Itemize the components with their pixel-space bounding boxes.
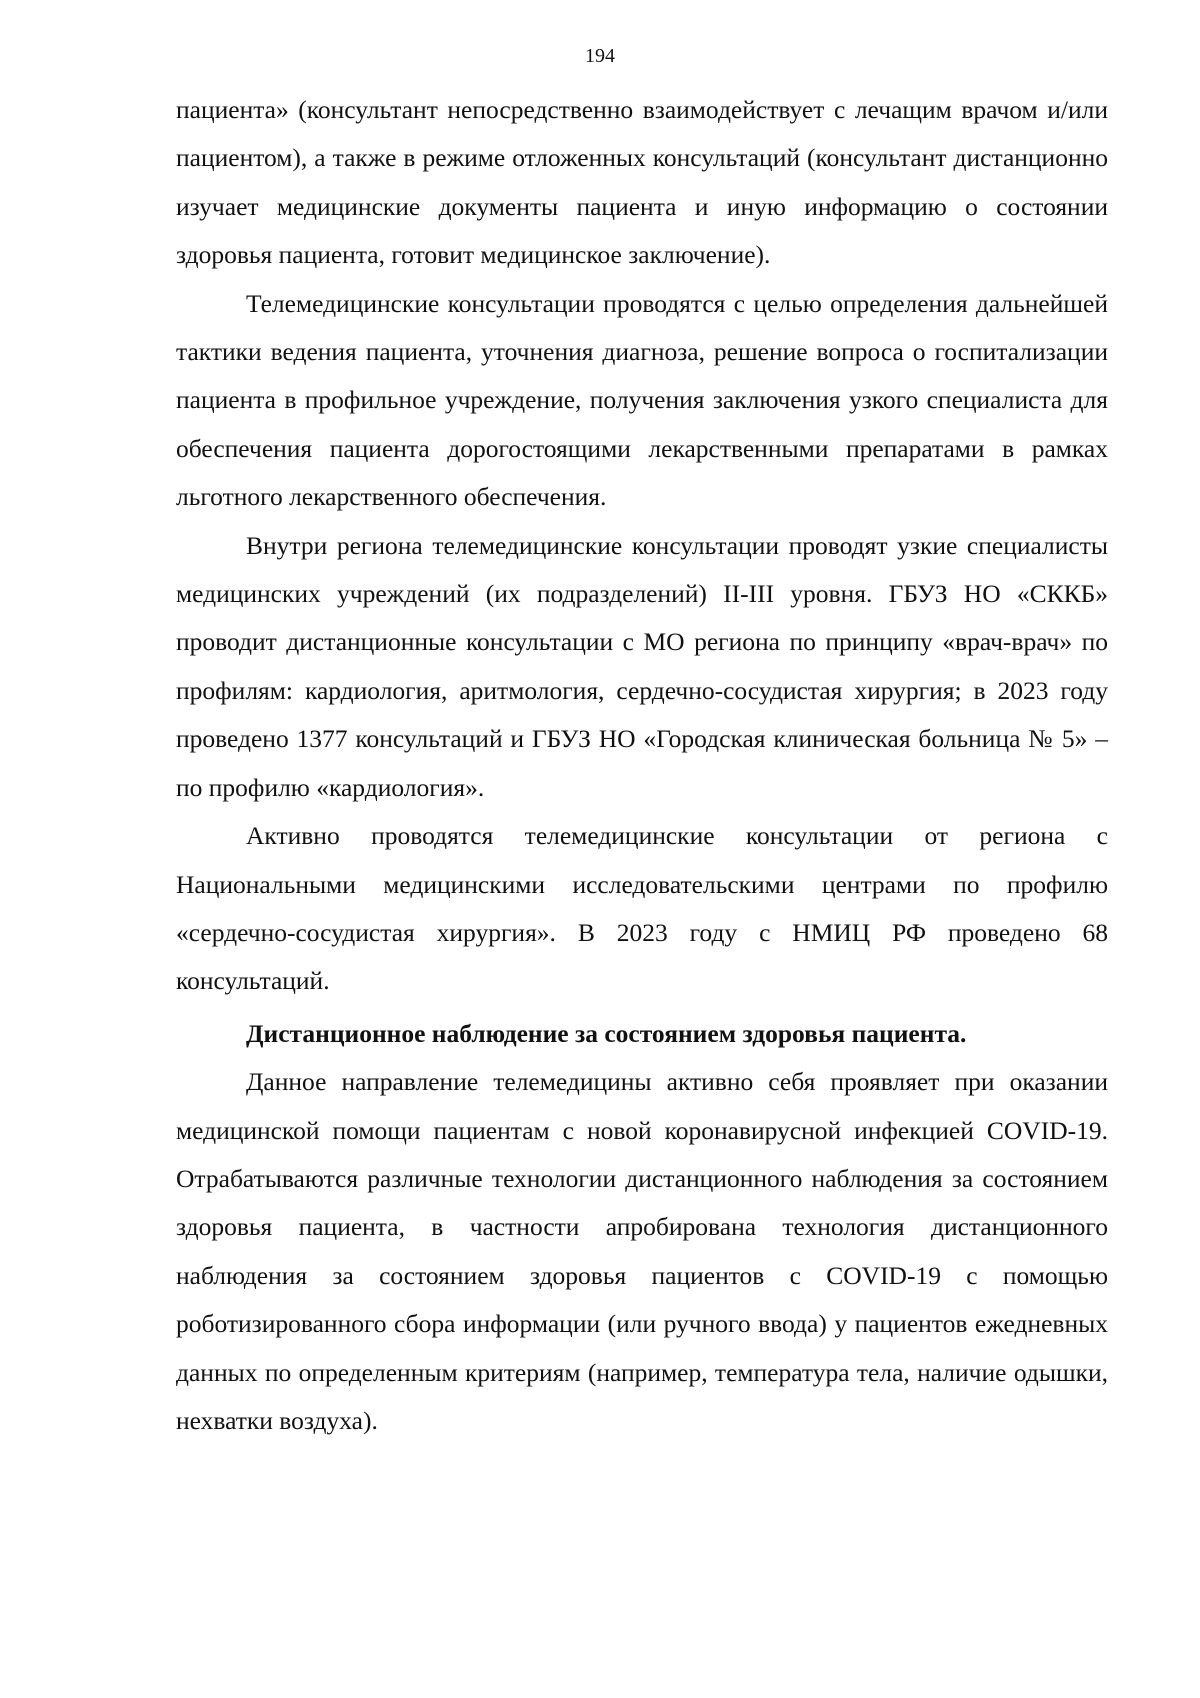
paragraph-regional-consultations: Внутри региона телемедицинские консультации проводят узкие специалисты медицинских учреждений (их подразделений) II-III уровня. ГБУЗ НО «СККБ» проводит дистанционные консультации с МО региона по принципу «врач-врач» по профилям: кардиология, аритмология, сердечно-сосудистая хирургия; в 2023 году проведено 1377 консультаций и ГБУЗ НО «Городская клиническая больница № 5» – по профилю «кардиология».	[176, 530, 1108, 802]
section-heading-remote-monitoring: Дистанционное наблюдение за состоянием здоровья пациента.	[246, 1018, 967, 1048]
paragraph-consultation-modes: пациента» (консультант непосредственно взаимодействует с лечащим врачом и/или пациентом), а также в режиме отложенных консультаций (консультант дистанционно изучает медицинские документы пациента и иную информацию о состоянии здоровья пациента, готовит медицинское заключение).	[176, 95, 1108, 270]
page-body	[176, 86, 1108, 1445]
paragraph-remote-monitoring: Данное направление телемедицины активно себя проявляет при оказании медицинской помощи пациентам с новой коронавирусной инфекцией COVID-19. Отрабатываются различные технологии дистанционного наблюдения за состоянием здоровья пациента, в частности апробирована технология дистанционного наблюдения за состоянием здоровья пациентов с COVID-19 с помощью роботизированного сбора информации (или ручного ввода) у пациентов ежедневных данных по определенным критериям (например, температура тела, наличие одышки, нехватки воздуха).	[176, 1067, 1108, 1435]
page-number: 194	[585, 45, 615, 67]
paragraph-national-centers: Активно проводятся телемедицинские консультации от региона с Национальными медицинскими исследовательскими центрами по профилю «сердечно-сосудистая хирургия». В 2023 году с НМИЦ РФ проведено 68 консультаций.	[176, 821, 1108, 996]
paragraph-consultation-purpose: Телемедицинские консультации проводятся с целью определения дальнейшей тактики ведения пациента, уточнения диагноза, решение вопроса о госпитализации пациента в профильное учреждение, получения заключения узкого специалиста для обеспечения пациента дорогостоящими лекарственными препаратами в рамках льготного лекарственного обеспечения.	[176, 288, 1108, 512]
